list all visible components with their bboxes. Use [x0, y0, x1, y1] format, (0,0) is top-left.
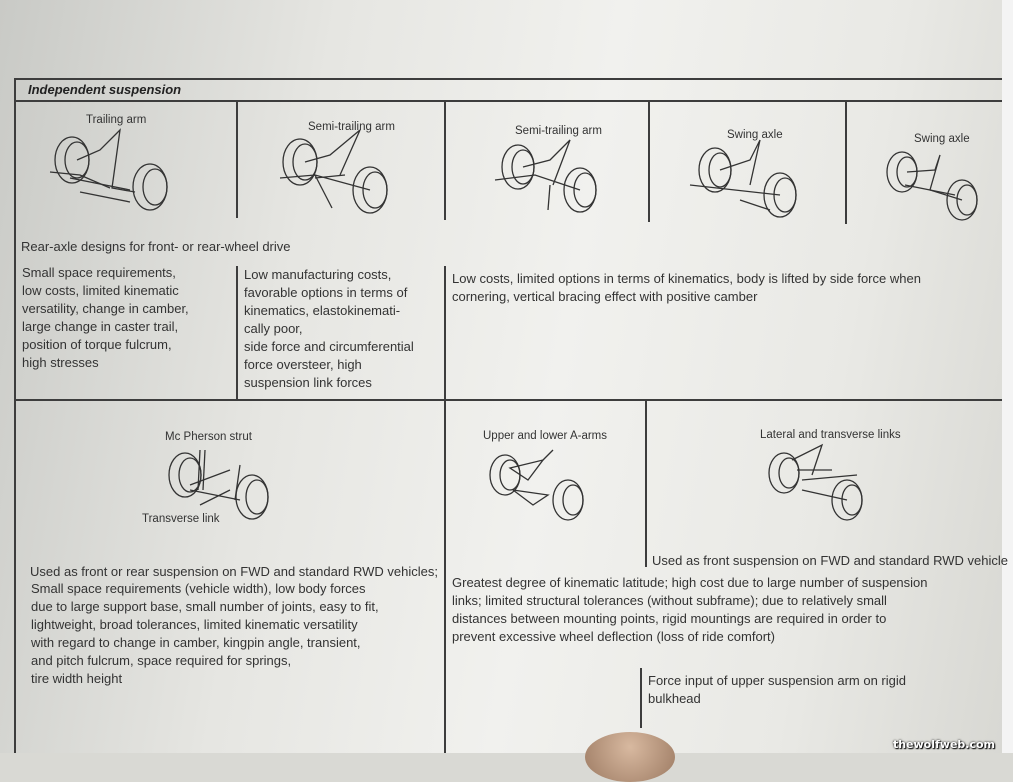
bottom-col3-text	[648, 672, 906, 708]
bottom-caption-left: Used as front or rear suspension on FWD and standard RWD vehicles;	[30, 564, 438, 579]
top-text-divider-1	[236, 266, 238, 399]
text-line: large change in caster trail,	[22, 319, 179, 334]
top-col-divider-2	[444, 100, 446, 220]
swing-axle-diagram-2	[880, 150, 990, 235]
bottom-col-divider-2	[645, 399, 647, 567]
text-line: Force input of upper suspension arm on rigid	[648, 673, 906, 688]
text-line: bulkhead	[648, 691, 701, 706]
text-line: force oversteer, high	[244, 357, 362, 372]
semi-trailing-arm-diagram-1	[270, 130, 410, 225]
top-col3-text	[452, 270, 921, 306]
diagram-label-semi-trailing-arm-1: Semi-trailing arm	[308, 121, 395, 133]
diagram-label-lateral-links: Lateral and transverse links	[760, 429, 901, 441]
finger-shadow	[585, 732, 675, 782]
text-line: position of torque fulcrum,	[22, 337, 172, 352]
top-col-divider-4	[845, 100, 847, 224]
text-line: suspension link forces	[244, 375, 372, 390]
text-line: Small space requirements (vehicle width), low body forces	[31, 581, 366, 596]
text-line: Low costs, limited options in terms of kinematics, body is lifted by side force when	[452, 271, 921, 286]
top-row-caption: Rear-axle designs for front- or rear-wheel drive	[21, 239, 291, 254]
top-col2-text	[244, 266, 414, 392]
swing-axle-diagram-1	[690, 140, 810, 230]
bottom-caption-right: Used as front suspension on FWD and standard RWD vehicle	[652, 553, 1008, 568]
top-col-divider-3	[648, 100, 650, 222]
bottom-col2-text	[452, 574, 928, 646]
table-top-rule	[14, 78, 1002, 80]
table-left-rule	[14, 78, 16, 753]
top-col1-text	[22, 264, 189, 372]
text-line: tire width height	[31, 671, 123, 686]
mcpherson-strut-diagram	[160, 445, 280, 530]
bottom-col-divider-3	[640, 668, 642, 728]
text-line: versatility, change in camber,	[22, 301, 189, 316]
bottom-col1-text	[31, 580, 379, 688]
diagram-label-trailing-arm: Trailing arm	[86, 114, 147, 126]
bottom-col-divider-1	[444, 399, 446, 753]
top-text-divider-2	[444, 266, 446, 399]
text-line: prevent excessive wheel deflection (loss of ride comfort)	[452, 629, 775, 644]
text-line: distances between mounting points, rigid mountings are required in order to	[452, 611, 887, 626]
header-rule	[14, 100, 1002, 102]
text-line: low costs, limited kinematic	[22, 283, 179, 298]
text-line: favorable options in terms of	[244, 285, 408, 300]
text-line: and pitch fulcrum, space required for springs,	[31, 653, 292, 668]
diagram-label-a-arms: Upper and lower A-arms	[483, 430, 607, 442]
text-line: with regard to change in camber, kingpin angle, transient,	[31, 635, 361, 650]
top-col-divider-1	[236, 100, 238, 218]
page-margin	[1002, 0, 1013, 753]
diagram-label-swing-axle-1: Swing axle	[727, 129, 783, 141]
diagram-label-mcpherson: Mc Pherson strut	[165, 431, 252, 443]
diagram-label-transverse-link: Transverse link	[142, 513, 220, 525]
text-line: cornering, vertical bracing effect with positive camber	[452, 289, 758, 304]
diagram-label-swing-axle-2: Swing axle	[914, 133, 970, 145]
diagram-label-semi-trailing-arm-2: Semi-trailing arm	[515, 125, 602, 137]
text-line: cally poor,	[244, 321, 303, 336]
row-divider	[14, 399, 1002, 401]
text-line: due to large support base, small number of joints, easy to fit,	[31, 599, 379, 614]
text-line: Small space requirements,	[22, 265, 176, 280]
text-line: lightweight, broad tolerances, limited kinematic versatility	[31, 617, 358, 632]
text-line: Low manufacturing costs,	[244, 267, 392, 282]
text-line: side force and circumferential	[244, 339, 414, 354]
trailing-arm-diagram	[40, 130, 180, 225]
lateral-links-diagram	[762, 445, 872, 530]
text-line: links; limited structural tolerances (without subframe); due to relatively small	[452, 593, 887, 608]
text-line: kinematics, elastokinemati-	[244, 303, 401, 318]
text-line: high stresses	[22, 355, 99, 370]
semi-trailing-arm-diagram-2	[490, 135, 610, 225]
a-arms-diagram	[483, 450, 593, 535]
text-line: Greatest degree of kinematic latitude; high cost due to large number of suspension	[452, 575, 928, 590]
section-title: Independent suspension	[28, 82, 182, 97]
watermark: thewolfweb.com	[892, 738, 995, 751]
